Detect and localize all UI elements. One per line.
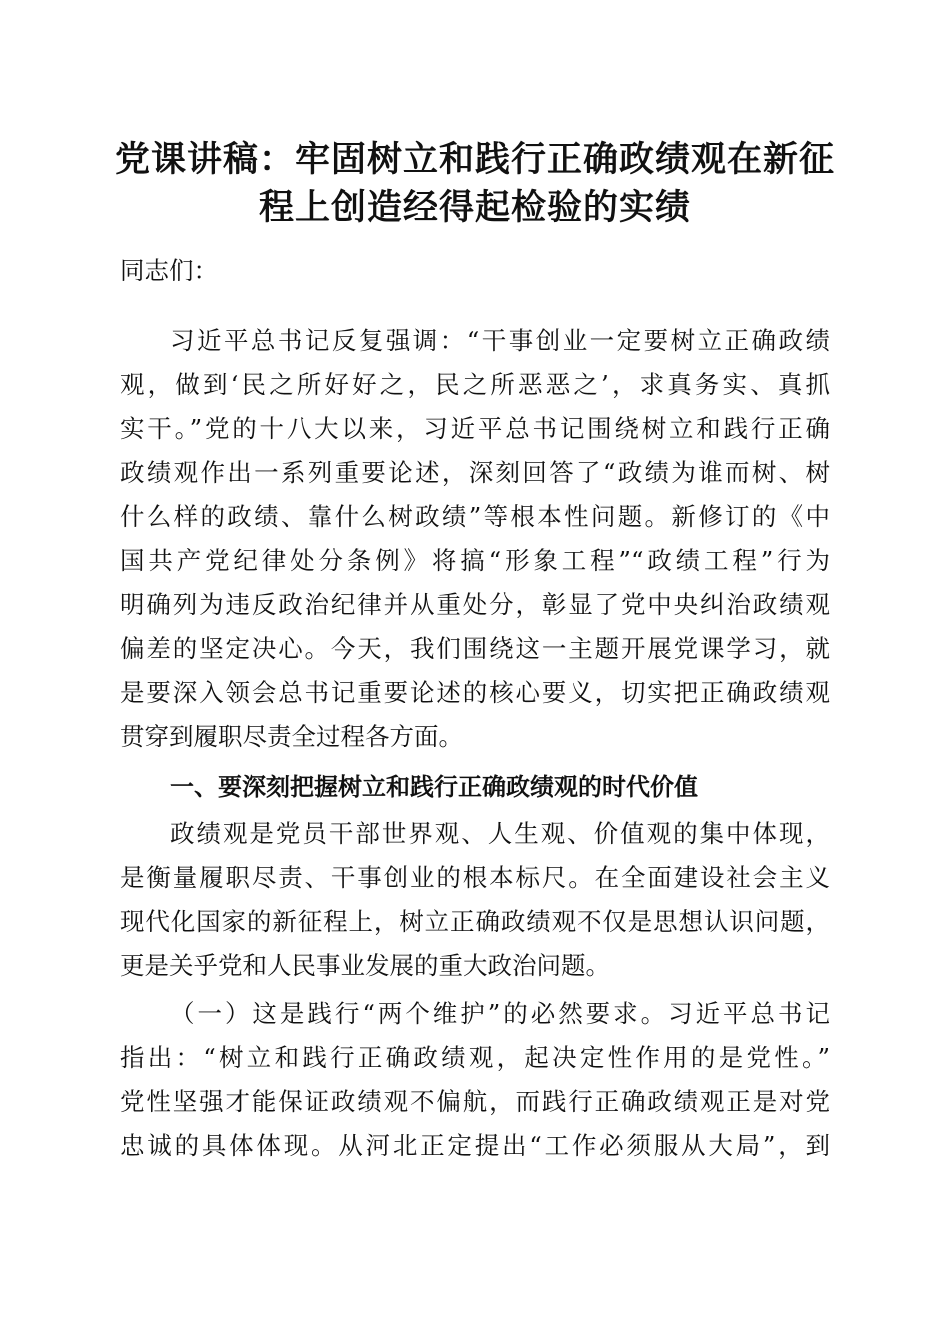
document-title-line-1: 党课讲稿：牢固树立和践行正确政绩观在新征 — [114, 139, 835, 180]
salutation: 同志们： — [120, 256, 218, 285]
paragraph-line: 什么样的政绩、靠什么树政绩”等根本性问题。新修订的《中 — [120, 502, 830, 531]
document-title-line-2: 程上创造经得起检验的实绩 — [258, 187, 691, 228]
paragraph-line: 更是关乎党和人民事业发展的重大政治问题。 — [120, 951, 610, 980]
paragraph-line: 偏差的坚定决心。今天，我们围绕这一主题开展党课学习，就 — [120, 634, 830, 663]
paragraph-line: 党性坚强才能保证政绩观不偏航，而践行正确政绩观正是对党 — [120, 1087, 830, 1116]
paragraph-line: 政绩观作出一系列重要论述，深刻回答了“政绩为谁而树、树 — [120, 458, 830, 487]
paragraph-line: 实干。”党的十八大以来，习近平总书记围绕树立和践行正确 — [120, 414, 830, 443]
paragraph-line: 观，做到‘民之所好好之，民之所恶恶之’，求真务实、真抓 — [120, 370, 830, 399]
paragraph-line: 指出：“树立和践行正确政绩观，起决定性作用的是党性。” — [120, 1043, 830, 1072]
paragraph-line: 国共产党纪律处分条例》将搞“形象工程”“政绩工程”行为 — [120, 546, 830, 575]
paragraph-line: 习近平总书记反复强调：“干事创业一定要树立正确政绩 — [170, 326, 830, 355]
paragraph-line: 贯穿到履职尽责全过程各方面。 — [120, 722, 463, 751]
section-heading: 一、要深刻把握树立和践行正确政绩观的时代价值 — [170, 773, 698, 801]
paragraph-line: 是衡量履职尽责、干事创业的根本标尺。在全面建设社会主义 — [120, 863, 830, 892]
paragraph-line: 是要深入领会总书记重要论述的核心要义，切实把正确政绩观 — [120, 678, 830, 707]
paragraph-line: 政绩观是党员干部世界观、人生观、价值观的集中体现， — [170, 819, 830, 848]
paragraph-line: 现代化国家的新征程上，树立正确政绩观不仅是思想认识问题， — [120, 907, 830, 936]
paragraph-line: 明确列为违反政治纪律并从重处分，彰显了党中央纠治政绩观 — [120, 590, 830, 619]
paragraph-line: （一）这是践行“两个维护”的必然要求。习近平总书记 — [170, 999, 830, 1028]
paragraph-line: 忠诚的具体体现。从河北正定提出“工作必须服从大局”，到 — [120, 1131, 830, 1160]
